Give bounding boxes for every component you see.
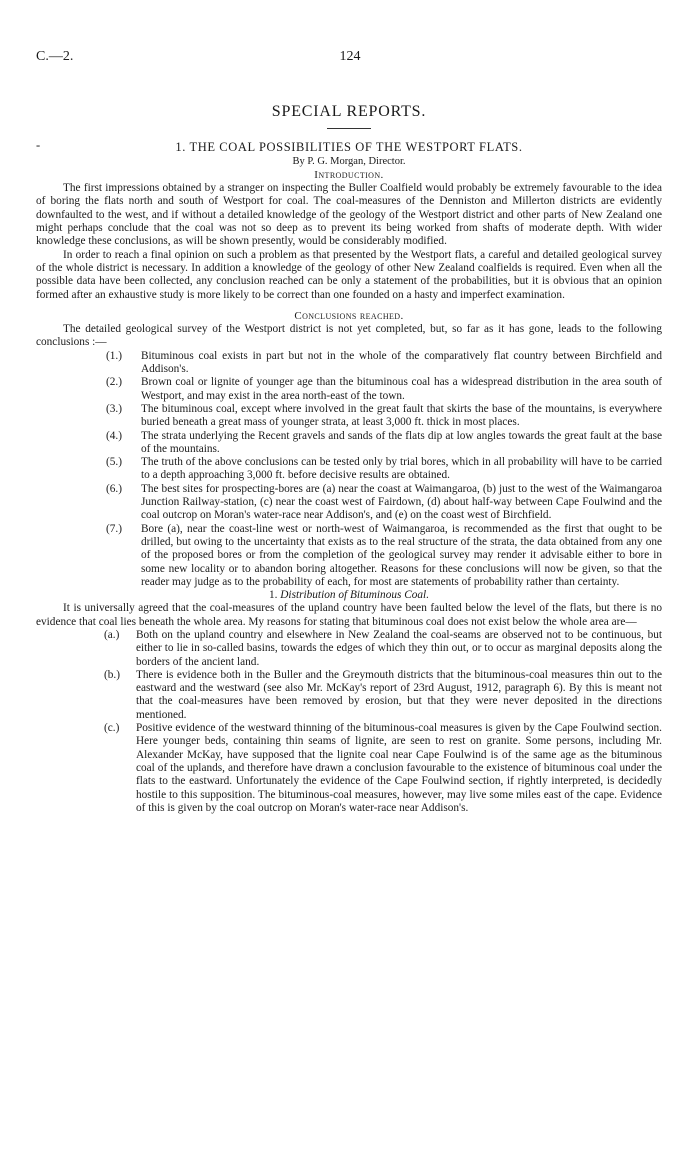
introduction-paragraph-1: The first impressions obtained by a stranger on inspecting the Buller Coalfield would probably be extremely favourable to the idea of boring the flats north and south of Westport for coal. The coal-measures of the Denniston and Millerton districts are evidently downfaulted to the west, and if without a detailed knowledge of the geology of the Westport district and other parts of New Zealand one might perhaps conclude that the coal was not so deep as to prevent its being worked from shafts of moderate depth. With wider knowledge these conclusions, as will be shown presently, would be considerably modified. [36,182,662,248]
distribution-number: 1. [268,589,278,602]
page-number: 124 [339,49,361,64]
title-rule [327,128,371,129]
item-number: (5.) [106,456,122,469]
item-number: (3.) [106,402,122,415]
introduction-paragraph-2: In order to reach a final opinion on such a problem as that presented by the Westport flats, a careful and detailed geological survey of the whole district is necessary. In addition a knowledge of the geology of other New Zealand coalfields is required. Even when all the possible data have been collected, any conclusion reached can be only a statement of the probabilities, but it is obvious that an opinion formed after an exhaustive study is more likely to be correct than one founded on a hasty and imperfect examination. [36,248,662,301]
item-text: Brown coal or lignite of younger age than the bituminous coal has a widespread distribution in the area south of Westport, and may exist in the area north-east of the town. [141,376,662,402]
conclusion-item [36,430,662,457]
conclusion-item [36,523,662,589]
distribution-title: Distribution of Bituminous Coal. [280,589,430,602]
reason-item [36,669,662,722]
reason-item [36,629,662,669]
byline: By P. G. Morgan, Director. [292,155,406,167]
item-text: Both on the upland country and elsewhere in New Zealand the coal-seams are observed not to be continuous, but either to lie in so-called basins, towards the edges of which they thin out, or to occur as marginal deposits along the borders of the ancient land. [136,628,662,668]
page-code: C.—2. [36,49,74,64]
item-letter: (b.) [104,668,120,681]
item-text: Positive evidence of the westward thinning of the bituminous-coal measures is given by the Cape Foulwind section. Here younger beds, containing thin seams of lignite, are seen to rest on granite. Some persons, including Mr. Alexander McKay, have supposed that the lignite coal near Cape Foulwind is of the same age as the bituminous coal of the uplands, and therefore have drawn a conclusion favourable to the existence of bituminous coal under the flats to the eastward. Unfortunately the evidence of the Cape Foulwind section, if rightly interpreted, is decidedly hostile to this supposition. The bituminous-coal measures, however, may live some miles east of the cape. Evidence of this is given by the coal outcrop on Moran's water-race near Addison's. [136,722,662,814]
conclusion-item [36,350,662,377]
item-text: The truth of the above conclusions can be tested only by trial bores, which in all probability will have to be carried to a depth approaching 3,000 ft. before decisive results are obtained. [141,456,662,482]
item-number: (6.) [106,482,122,495]
conclusion-item [36,376,662,403]
reason-item [36,722,662,815]
conclusions-heading: Conclusions reached. [294,309,404,322]
introduction-heading: Introduction. [314,168,384,181]
item-number: (2.) [106,376,122,389]
item-text: Bituminous coal exists in part but not in the whole of the comparatively flat country between Birchfield and Addison's. [141,349,662,376]
conclusion-item [36,483,662,523]
section-title [36,138,662,155]
item-number: (4.) [106,429,122,442]
conclusions-intro: The detailed geological survey of the Westport district is not yet completed, but, so far as it has gone, leads to the following conclusions :— [36,323,662,349]
main-title: SPECIAL REPORTS. [271,103,427,120]
reasons-list [36,629,662,815]
item-text: There is evidence both in the Buller and the Greymouth districts that the bituminous-coal measures thin out to the eastward and the westward (see also Mr. McKay's report of 23rd August, 1912, paragraph 6). By this is meant not that the coal-measures have been removed by erosion, but that they were never deposited in the directions mentioned. [136,668,662,721]
item-number: (7.) [106,522,122,535]
distribution-heading [36,589,662,602]
item-text: The bituminous coal, except where involved in the great fault that skirts the base of the mountains, is everywhere buried beneath a great mass of younger strata, at least 3,000 ft. thick in most places. [141,402,662,429]
conclusions-list [36,350,662,589]
item-letter: (c.) [104,722,120,735]
item-number: (1.) [106,349,122,362]
item-text: The best sites for prospecting-bores are (a) near the coast at Waimangaroa, (b) just to the west of the Waimangaroa Junction Railway-station, (c) near the coast west of Fairdown, (d) about half-way between Cape Foulwind and the coal outcrop on Moran's water-race near Addison's, and (e) on the coast west of Birchfield. [141,482,662,522]
conclusion-item [36,456,662,483]
section-title-text: 1. THE COAL POSSIBILITIES OF THE WESTPORT FLATS. [175,140,523,155]
item-text: The strata underlying the Recent gravels and sands of the flats dip at low angles towards the great fault at the base of the mountains. [141,429,662,455]
distribution-intro: It is universally agreed that the coal-measures of the upland country have been faulted below the level of the flats, but there is no evidence that coal lies beneath the whole area. My reasons for stating that bituminous coal does not exist below the whole area are— [36,602,662,628]
item-text: Bore (a), near the coast-line west or north-west of Waimangaroa, is recommended as the first that ought to be drilled, but owing to the uncertainty that exists as to the real structure of the strata, the data obtained from any one of the proposed bores or from the completion of the geological survey may render it advisable either to bore in some new locality or to abandon boring altogether. Reasons for these conclusions will now be given, so that the reader may judge as to the probability of each, for most are statements of probability rather than certainty. [141,522,662,588]
conclusion-item [36,403,662,430]
item-letter: (a.) [104,628,120,641]
margin-dash: - [36,138,41,153]
